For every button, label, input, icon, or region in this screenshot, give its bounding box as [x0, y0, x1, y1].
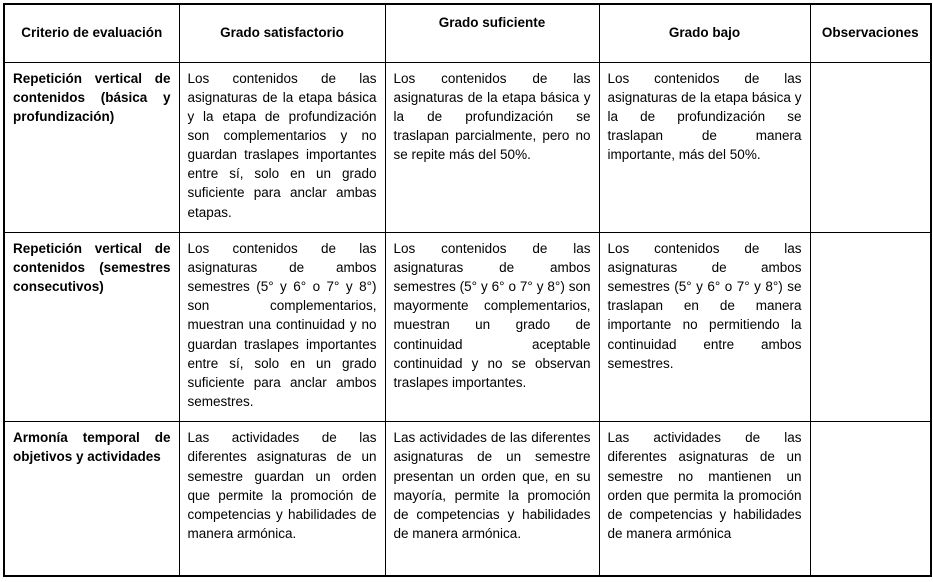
grado-bajo-cell: Los contenidos de las asignaturas de la etapa básica y la de profundización se traslapan de manera importante, más del 50%.: [599, 62, 810, 232]
header-cell-observaciones: Observaciones: [810, 4, 931, 62]
criterion-cell: Repetición vertical de contenidos (básica y profundización): [4, 62, 179, 232]
observaciones-cell: [810, 422, 931, 576]
grado-bajo-cell: Los contenidos de las asignaturas de ambos semestres (5° y 6° o 7° y 8°) se traslapan en de manera importante no permitiendo la continuidad entre ambos semestres.: [599, 232, 810, 421]
header-cell-grado-bajo: Grado bajo: [599, 4, 810, 62]
table-row: [4, 232, 931, 421]
grado-suficiente-cell: Los contenidos de las asignaturas de ambos semestres (5° y 6° o 7° y 8°) son mayormente complementarios, muestran un grado de continuidad aceptable continuidad y no se observan traslapes importantes.: [385, 232, 599, 421]
observaciones-cell: [810, 232, 931, 421]
grado-suficiente-cell: Los contenidos de las asignaturas de la etapa básica y la de profundización se traslapan parcialmente, pero no se repite más del 50%.: [385, 62, 599, 232]
header-cell-criterio: Criterio de evaluación: [4, 4, 179, 62]
criterion-cell: Repetición vertical de contenidos (semestres consecutivos): [4, 232, 179, 421]
criterion-cell: Armonía temporal de objetivos y actividades: [4, 422, 179, 576]
grado-satisfactorio-cell: Las actividades de las diferentes asignaturas de un semestre guardan un orden que permite la promoción de competencias y habilidades de manera armónica.: [179, 422, 385, 576]
header-cell-grado-suficiente: Grado suficiente: [385, 4, 599, 62]
grado-satisfactorio-cell: Los contenidos de las asignaturas de ambos semestres (5° y 6° o 7° y 8°) son complementarios, muestran una continuidad y no guardan traslapes importantes entre sí, solo en un grado suficiente para anclar ambos semestres.: [179, 232, 385, 421]
grado-suficiente-cell: Las actividades de las diferentes asignaturas de un semestre presentan un orden que, en su mayoría, permite la promoción de competencias y habilidades de manera armónica.: [385, 422, 599, 576]
header-cell-grado-satisfactorio: Grado satisfactorio: [179, 4, 385, 62]
table-row: [4, 422, 931, 576]
grado-bajo-cell: Las actividades de las diferentes asignaturas de un semestre no mantienen un orden que permita la promoción de competencias y habilidades de manera armónica: [599, 422, 810, 576]
table-row: [4, 62, 931, 232]
evaluation-rubric-table: [3, 3, 932, 577]
observaciones-cell: [810, 62, 931, 232]
header-row: [4, 4, 931, 62]
grado-satisfactorio-cell: Los contenidos de las asignaturas de la etapa básica y la etapa de profundización son complementarios y no guardan traslapes importantes entre sí, solo en un grado suficiente para anclar ambas etapas.: [179, 62, 385, 232]
